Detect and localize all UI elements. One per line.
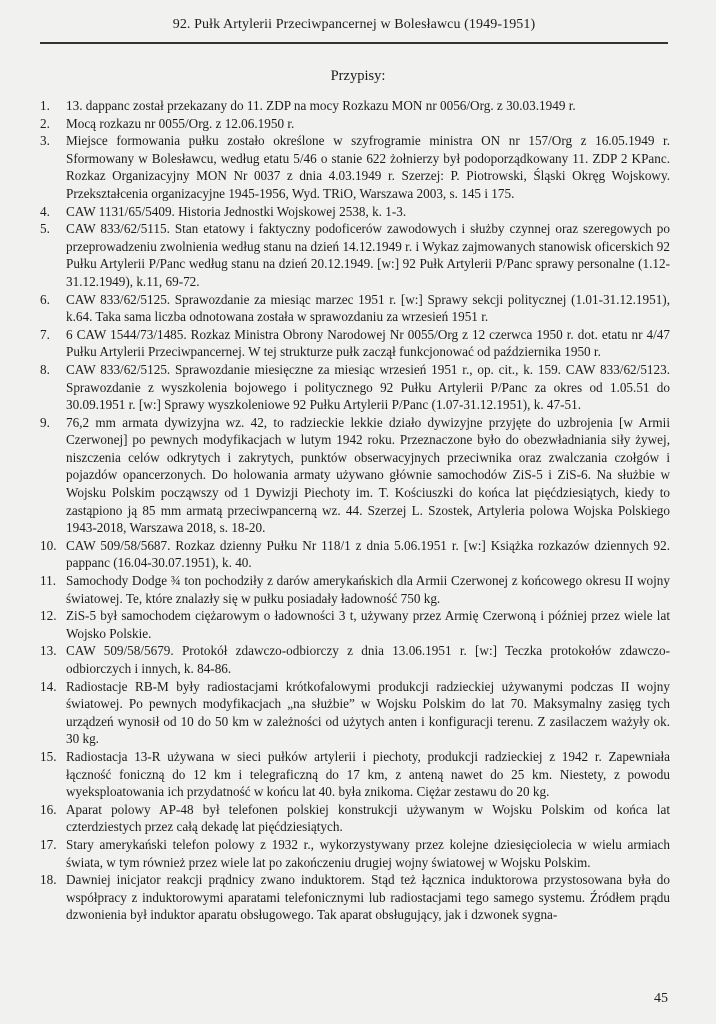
footnote-item: [40, 607, 670, 642]
footnote-item: [40, 291, 670, 326]
footnote-number: 1.: [40, 98, 50, 113]
footnote-item: [40, 642, 670, 677]
footnote-text: CAW 833/62/5125. Sprawozdanie za miesiąc marzec 1951 r. [w:] Sprawy sekcji politycznej (1.01-31.12.1951), k.64. Taka sama liczba odnotowana została w sprawozdaniu za wrzesień 1951 r.: [66, 291, 670, 325]
footnote-text: 13. dappanc został przekazany do 11. ZDP na mocy Rozkazu MON nr 0056/Org. z 30.03.1949 r.: [66, 98, 576, 113]
footnote-text: CAW 833/62/5125. Sprawozdanie miesięczne za miesiąc wrzesień 1951 r., op. cit., k. 159. CAW 833/62/5123. Sprawozdanie z wyszkolenia bojowego i politycznego 92 Pułku Artylerii P/Panc za okres od 1.05.51 do 30.09.1951 r. [w:] Sprawy wyszkoleniowe 92 Pułku Artylerii P/Panc (1.07-31.12.1951), k. 47-51.: [66, 361, 670, 413]
footnote-item: [40, 220, 670, 290]
footnote-number: 6.: [40, 291, 50, 307]
footnote-item: [40, 97, 670, 115]
footnote-item: [40, 678, 670, 748]
footnotes-list: [40, 97, 670, 924]
footnote-number: 2.: [40, 115, 50, 131]
footnote-text: CAW 833/62/5115. Stan etatowy i faktyczny podoficerów zawodowych i służby czynnej oraz szeregowych po przeprowadzeniu zwolnienia według stanu na dzień 14.12.1949 r. i Wykaz zajmowanych stanowisk oficerskich 92 Pułku Artylerii P/Panc według stanu na dzień 20.12.1949. [w:] 92 Pułk Artylerii P/Panc sprawy personalne (1.12-31.12.1949), k.11, 69-72.: [66, 221, 670, 289]
footnote-item: [40, 132, 670, 202]
footnote-item: [40, 801, 670, 836]
footnote-text: Miejsce formowania pułku zostało określone w szyfrogramie ministra ON nr 157/Org z 16.05.1949 r. Sformowany w Bolesławcu, według etatu 5/46 o stanie 622 żołnierzy był podoporządkowany 11. ZDP 2 KPanc. Rozkaz Organizacyjny MON Nr 0037 z dnia 4.03.1949 r. Szerzej: P. Piotrowski, Śląski Okręg Wojskowy. Przekształcenia organizacyjne 1945-1956, Wyd. TRiO, Warszawa 2003, s. 145 i 175.: [66, 133, 670, 201]
footnote-item: [40, 748, 670, 801]
footnote-item: [40, 326, 670, 361]
footnote-number: 7.: [40, 326, 50, 342]
notes-title: Przypisy:: [330, 68, 386, 84]
header-rule: [40, 42, 668, 44]
footnote-text: CAW 509/58/5687. Rozkaz dzienny Pułku Nr 118/1 z dnia 5.06.1951 r. [w:] Książka rozkazów dziennych 92. pappanc (16.04-30.07.1951), k. 40.: [66, 537, 670, 571]
footnote-item: [40, 414, 670, 537]
footnote-number: 13.: [40, 643, 57, 659]
footnote-text: Samochody Dodge ¾ ton pochodziły z darów amerykańskich dla Armii Czerwonej z końcowego okresu II wojny światowej. Te, które znalazły się w pułku posiadały ładowność 750 kg.: [66, 573, 670, 606]
footnote-text: 76,2 mm armata dywizyjna wz. 42, to radzieckie lekkie działo dywizyjne przyjęte do uzbrojenia [w Armii Czerwonej] po pewnych modyfikacjach w lutym 1942 roku. Przeznaczone było do obezwładniania siły żywej, niszczenia celów odkrytych i zakrytych, punktów obserwacyjnych przeciwnika oraz zwalczania czołgów i pojazdów opancerzonych. Do holowania armaty używano głównie samochodów ZiS-5 i ZiS-6. Na służbie w Wojsku Polskim począwszy od 1 Dywizji Piechoty im. T. Kościuszki do końca lat pięćdziesiątych, kiedy to zastąpiono ją 85 mm armatą przeciwpancerną wz. 44. Szerzej L. Szostek, Artyleria polowa Wojska Polskiego 1943-2018, Warszawa 2018, s. 18-20.: [66, 414, 670, 536]
footnote-number: 5.: [40, 221, 50, 237]
footnote-number: 12.: [40, 608, 57, 624]
footnote-item: [40, 871, 670, 924]
footnote-text: CAW 509/58/5679. Protokół zdawczo-odbiorczy z dnia 13.06.1951 r. [w:] Teczka protokołów zdawczo-odbiorczych i innych, k. 84-86.: [66, 643, 670, 676]
footnote-item: [40, 836, 670, 871]
footnote-item: [40, 537, 670, 572]
footnote-item: [40, 115, 670, 133]
page-number: 45: [654, 991, 668, 1006]
running-header: 92. Pułk Artylerii Przeciwpancernej w Bolesławcu (1949-1951): [172, 17, 536, 32]
footnote-text: Radiostacja 13-R używana w sieci pułków artylerii i piechoty, produkcji radzieckiej z 1942 r. Zapewniała łączność foniczną do 12 km i telegraficzną do 17 km, z anteną nawet do 25 km. Niestety, z powodu wyeksploatowania ich przydatność w końcu lat 40. była znikoma. Ciężar zestawu do 20 kg.: [66, 748, 670, 800]
footnote-number: 11.: [40, 573, 56, 589]
footnote-text: Stary amerykański telefon polowy z 1932 r., wykorzystywany przez kolejne dziesięciolecia w wielu armiach świata, w tym również przez wiele lat po zakończeniu drugiej wojny światowej w Wojsku Polskim.: [66, 836, 670, 870]
footnote-item: [40, 203, 670, 221]
footnote-text: Dawniej inicjator reakcji prądnicy zwano induktorem. Stąd też łącznica induktorowa przystosowana była do współpracy z induktorowymi aparatami telefonicznymi lub radiostacjami tego samego systemu. Źródłem prądu dzwonienia był induktor aparatu obsługowego. Tak aparat obsługujący, jak i dzwonek sygna-: [66, 872, 670, 923]
footnote-number: 14.: [40, 678, 57, 694]
footnote-item: [40, 361, 670, 414]
footnote-text: Aparat polowy AP-48 był telefonen polskiej konstrukcji używanym w Wojsku Polskim od końca lat czterdziestych przez całą dekadę lat pięćdziesiątych.: [66, 801, 670, 835]
footnote-number: 9.: [40, 414, 50, 430]
footnote-number: 8.: [40, 361, 50, 377]
footnote-text: 6 CAW 1544/73/1485. Rozkaz Ministra Obrony Narodowej Nr 0055/Org z 12 czerwca 1950 r. dot. etatu nr 4/47 Pułku Artylerii Przeciwpancernej. W tej strukturze pułk zaczął funkcjonować od października 1950 r.: [66, 326, 670, 360]
footnote-item: [40, 572, 670, 607]
footnote-text: Radiostacje RB-M były radiostacjami krótkofalowymi produkcji radzieckiej używanymi podczas II wojny światowej. Po pewnych modyfikacjach „na służbie” w Wojsku Polskim do lat 70. Maksymalny zasięg tych urządzeń wynosił od 10 do 50 km w zależności od użytych anten i konfiguracji terenu. Z zasilaczem ważyły ok. 30 kg.: [66, 678, 670, 747]
footnote-number: 16.: [40, 801, 57, 817]
footnote-number: 18.: [40, 872, 57, 888]
footnote-text: ZiS-5 był samochodem ciężarowym o ładowności 3 t, używany przez Armię Czerwoną i później przez wiele lat Wojsko Polskie.: [66, 608, 670, 641]
footnote-number: 10.: [40, 537, 57, 553]
footnote-number: 3.: [40, 133, 50, 149]
footnote-text: CAW 1131/65/5409. Historia Jednostki Wojskowej 2538, k. 1-3.: [66, 203, 407, 219]
footnote-number: 17.: [40, 836, 57, 852]
footnote-number: 4.: [40, 203, 50, 219]
footnote-text: Mocą rozkazu nr 0055/Org. z 12.06.1950 r.: [66, 115, 295, 131]
footnote-number: 15.: [40, 748, 57, 764]
